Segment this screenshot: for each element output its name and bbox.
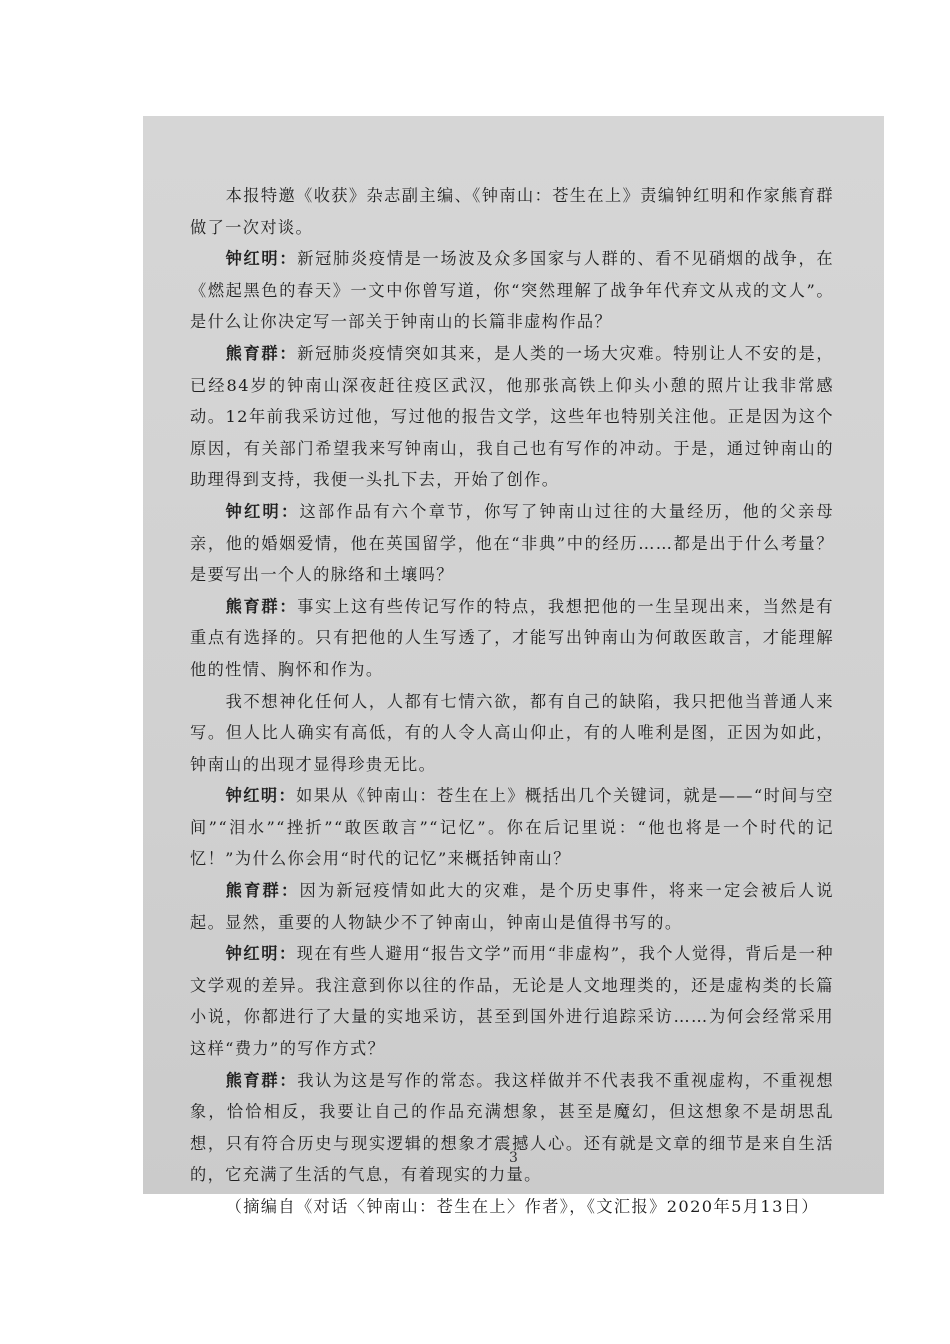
- speaker-name: 钟红明：: [225, 249, 298, 269]
- dialogue-paragraph: [190, 591, 834, 686]
- paragraph-text: 本报特邀《收获》杂志副主编、《钟南山：苍生在上》责编钟红明和作家熊育群做了一次对谈。: [190, 186, 834, 237]
- dialogue-paragraph: [190, 686, 834, 781]
- dialogue-paragraph: [190, 243, 834, 338]
- paragraph-text: 因为新冠疫情如此大的灾难，是个历史事件，将来一定会被后人说起。显然，重要的人物缺少不了钟南山，钟南山是值得书写的。: [190, 881, 834, 932]
- speaker-name: 钟红明：: [225, 786, 297, 806]
- speaker-name: 熊育群：: [225, 343, 298, 363]
- paragraph-text: 新冠肺炎疫情突如其来，是人类的一场大灾难。特别让人不安的是，已经84岁的钟南山深夜赶往疫区武汉，他那张高铁上仰头小憩的照片让我非常感动。12年前我采访过他，写过他的报告文学，这些年也特别关注他。正是因为这个原因，有关部门希望我来写钟南山，我自己也有写作的冲动。于是，通过钟南山的助理得到支持，我便一头扎下去，开始了创作。: [190, 343, 834, 490]
- dialogue-paragraph: [190, 938, 834, 1064]
- paragraph-text: 现在有些人避用“报告文学”而用“非虚构”，我个人觉得，背后是一种文学观的差异。我注意到你以往的作品，无论是人文地理类的，还是虚构类的长篇小说，你都进行了大量的实地采访，甚至到国外进行追踪采访……为何会经常采用这样“费力”的写作方式？: [190, 944, 834, 1059]
- document-page: [143, 116, 884, 1216]
- speaker-name: 熊育群：: [225, 881, 300, 901]
- article-body: [190, 180, 834, 1223]
- dialogue-paragraph: [190, 1065, 834, 1191]
- paragraph-text: 事实上这有些传记写作的特点，我想把他的一生呈现出来，当然是有重点有选择的。只有把他的人生写透了，才能写出钟南山为何敢医敢言，才能理解他的性情、胸怀和作为。: [190, 596, 834, 679]
- speaker-name: 熊育群：: [225, 596, 298, 616]
- paragraph-text: 如果从《钟南山：苍生在上》概括出几个关键词，就是——“时间与空间”“泪水”“挫折”“敢医敢言”“记忆”。你在后记里说：“他也将是一个时代的记忆！”为什么你会用“时代的记忆”来概括钟南山？: [190, 786, 834, 869]
- dialogue-paragraph: [190, 338, 834, 496]
- dialogue-paragraph: [190, 496, 834, 591]
- paragraph-text: 这部作品有六个章节，你写了钟南山过往的大量经历，他的父亲母亲，他的婚姻爱情，他在英国留学，他在“非典”中的经历……都是出于什么考量？是要写出一个人的脉络和土壤吗？: [190, 501, 834, 585]
- dialogue-paragraph: [190, 875, 834, 938]
- speaker-name: 钟红明：: [225, 944, 297, 964]
- source-citation: （摘编自《对话〈钟南山：苍生在上〉作者》，《文汇报》2020年5月13日）: [225, 1197, 819, 1216]
- dialogue-paragraph: [190, 780, 834, 875]
- speaker-name: 钟红明：: [225, 501, 300, 521]
- page-number: 3: [509, 1150, 518, 1166]
- speaker-name: 熊育群：: [225, 1070, 298, 1090]
- paragraph-text: 新冠肺炎疫情是一场波及众多国家与人群的、看不见硝烟的战争，在《燃起黑色的春天》一文中你曾写道，你“突然理解了战争年代弃文从戎的文人”。是什么让你决定写一部关于钟南山的长篇非虚构作品？: [190, 249, 834, 332]
- paragraph-text: 我认为这是写作的常态。我这样做并不代表我不重视虚构，不重视想象，恰恰相反，我要让自己的作品充满想象，甚至是魔幻，但这想象不是胡思乱想，只有符合历史与现实逻辑的想象才震撼人心。还有就是文章的细节是来自生活的，它充满了生活的气息，有着现实的力量。: [190, 1070, 834, 1185]
- intro-paragraph: [190, 180, 834, 243]
- paragraph-text: 我不想神化任何人，人都有七情六欲，都有自己的缺陷，我只把他当普通人来写。但人比人确实有高低，有的人令人高山仰止，有的人唯利是图，正因为如此，钟南山的出现才显得珍贵无比。: [190, 691, 834, 774]
